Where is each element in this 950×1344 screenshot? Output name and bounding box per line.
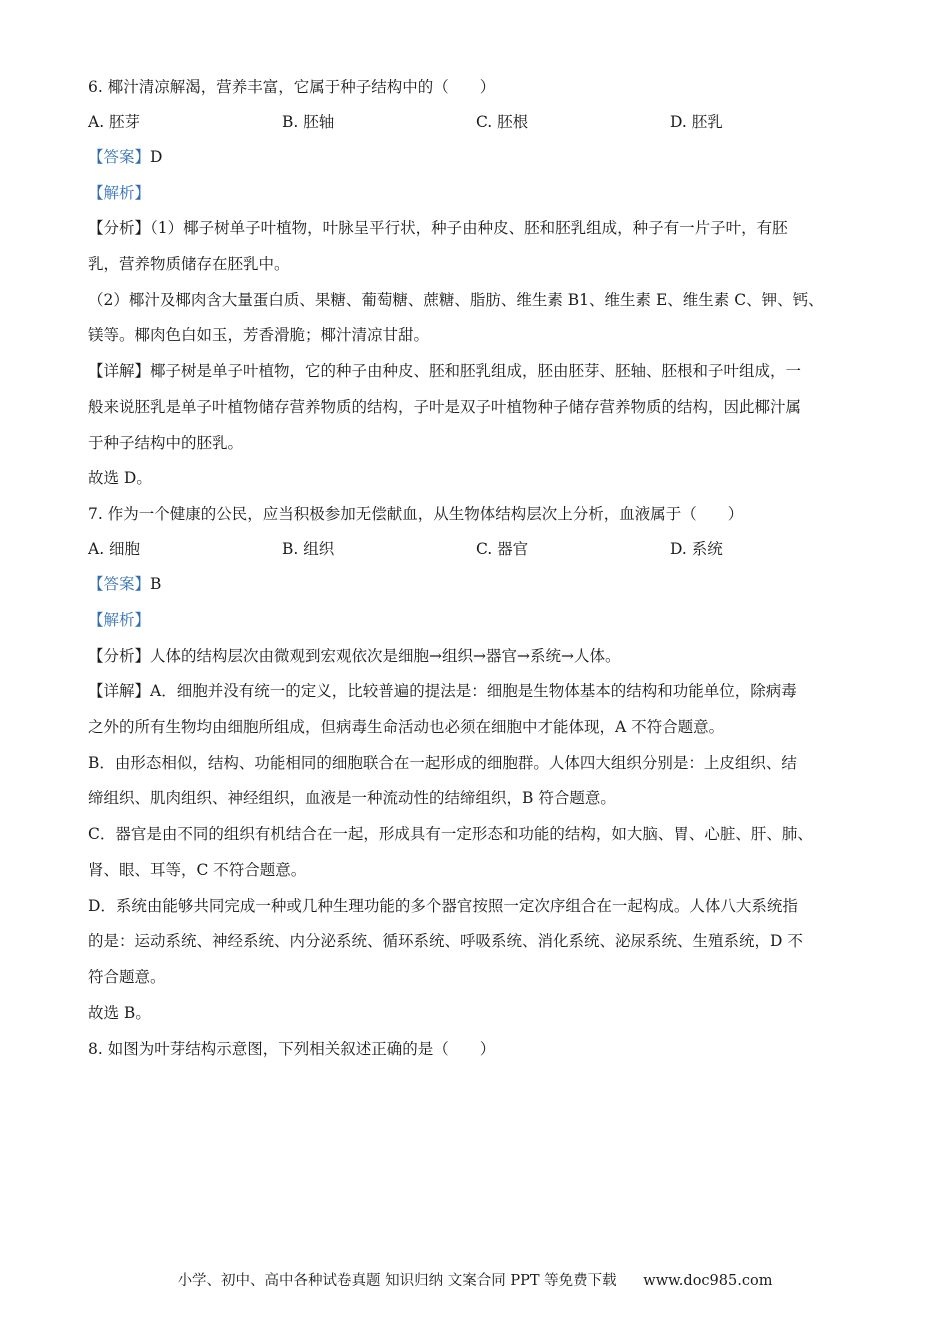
q7-option-d: D. 系统	[670, 540, 723, 558]
q7-option-c-explain-2: 肾、眼、耳等，C 不符合题意。	[88, 861, 307, 879]
q6-fenxi-line-2: 乳，营养物质储存在胚乳中。	[88, 255, 290, 273]
q7-option-a: A. 细胞	[88, 540, 141, 558]
q7-answer-line	[88, 573, 868, 595]
q6-fenxi-line-3: （2）椰汁及椰肉含大量蛋白质、果糖、葡萄糖、蔗糖、脂肪、维生素 B1、维生素 E、维生素 C、钾、钙、	[88, 291, 824, 309]
q6-xiangjie-line-3: 于种子结构中的胚乳。	[88, 434, 244, 452]
q7-answer: B	[150, 575, 162, 593]
q7-option-d-explain-3: 符合题意。	[88, 968, 166, 986]
q7-option-b-explain-1: B．由形态相似，结构、功能相同的细胞联合在一起形成的细胞群。人体四大组织分别是：上皮组织、结	[88, 754, 797, 772]
xiangjie-label: 【详解】	[88, 362, 151, 380]
q6-option-b: B. 胚轴	[282, 113, 335, 131]
q7-option-d-explain-1: D．系统由能够共同完成一种或几种生理功能的多个器官按照一定次序组合在一起构成。人体八大系统指	[88, 897, 798, 915]
page-footer	[0, 1269, 950, 1290]
fenxi-label: 【分析】	[88, 647, 151, 665]
q6-fenxi-line-1	[88, 217, 868, 239]
q7-fenxi-line-1	[88, 645, 868, 667]
answer-label: 【答案】	[88, 148, 151, 166]
q6-analysis-label: 【解析】	[88, 184, 151, 202]
footer-text: 小学、初中、高中各种试卷真题 知识归纳 文案合同 PPT 等免费下载	[177, 1273, 617, 1289]
fenxi-label: 【分析】	[88, 219, 151, 237]
q7-option-a-explain-2: 之外的所有生物均由细胞所组成，但病毒生命活动也必须在细胞中才能体现，A 不符合题意。	[88, 718, 725, 736]
q7-option-d-explain-2: 的是：运动系统、神经系统、内分泌系统、循环系统、呼吸系统、消化系统、泌尿系统、生殖系统，D 不	[88, 932, 803, 950]
q7-option-b-explain-2: 缔组织、肌肉组织、神经组织，血液是一种流动性的结缔组织，B 符合题意。	[88, 789, 616, 807]
q6-xiangjie-text-1: 椰子树是单子叶植物，它的种子由种皮、胚和胚乳组成，胚由胚芽、胚轴、胚根和子叶组成，一	[150, 362, 802, 380]
q7-stem: 7. 作为一个健康的公民，应当积极参加无偿献血，从生物体结构层次上分析，血液属于（ ）	[88, 505, 744, 523]
xiangjie-label: 【详解】	[88, 682, 151, 700]
q6-xiangjie-line-2: 般来说胚乳是单子叶植物储存营养物质的结构，子叶是双子叶植物种子储存营养物质的结构，因此椰汁属	[88, 398, 802, 416]
q7-analysis-label: 【解析】	[88, 611, 151, 629]
q6-stem: 6. 椰汁清凉解渴，营养丰富，它属于种子结构中的（ ）	[88, 78, 496, 96]
q7-fenxi-text-1: 人体的结构层次由微观到宏观依次是细胞→组织→器官→系统→人体。	[150, 647, 621, 665]
q8-stem: 8. 如图为叶芽结构示意图，下列相关叙述正确的是（ ）	[88, 1040, 496, 1058]
q6-option-a: A. 胚芽	[88, 113, 141, 131]
q6-fenxi-text-1: （1）椰子树单子叶植物，叶脉呈平行状，种子由种皮、胚和胚乳组成，种子有一片子叶，有胚	[150, 219, 788, 237]
q6-option-c: C. 胚根	[476, 113, 529, 131]
q6-xiangjie-line-1	[88, 360, 868, 382]
q6-fenxi-line-4: 镁等。椰肉色白如玉，芳香滑脆；椰汁清凉甘甜。	[88, 326, 430, 344]
q7-option-a-explain-1: A．细胞并没有统一的定义，比较普遍的提法是：细胞是生物体基本的结构和功能单位，除病毒	[150, 682, 797, 700]
answer-label: 【答案】	[88, 575, 151, 593]
q6-answer-line	[88, 146, 868, 168]
footer-url[interactable]: www.doc985.com	[643, 1273, 773, 1289]
q7-option-b: B. 组织	[282, 540, 335, 558]
q7-conclusion: 故选 B。	[88, 1004, 151, 1022]
q6-option-d: D. 胚乳	[670, 113, 723, 131]
q7-xiangjie-line-1	[88, 680, 868, 702]
q7-option-c-explain-1: C．器官是由不同的组织有机结合在一起，形成具有一定形态和功能的结构，如大脑、胃、心脏、肝、肺、	[88, 825, 813, 843]
q6-answer: D	[150, 148, 163, 166]
q6-conclusion: 故选 D。	[88, 469, 152, 487]
q7-option-c: C. 器官	[476, 540, 529, 558]
